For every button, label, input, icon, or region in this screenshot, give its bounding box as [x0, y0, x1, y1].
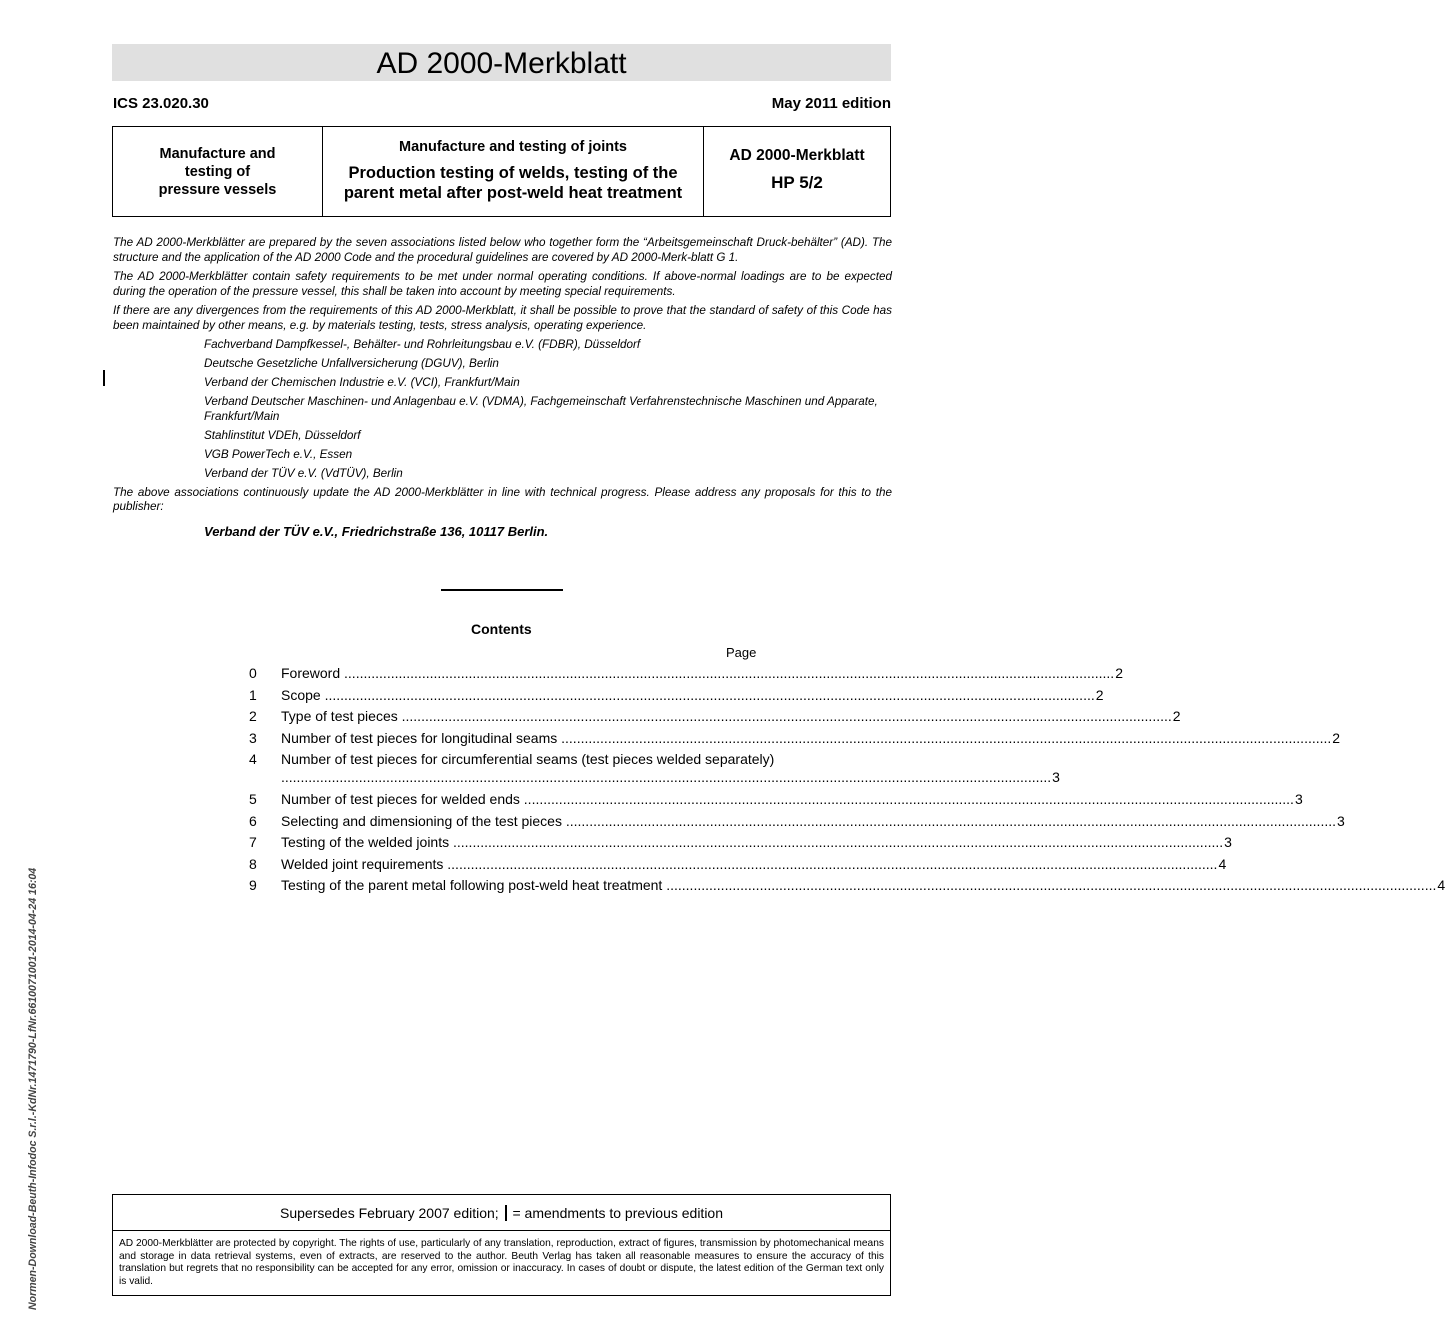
toc-number: 7 [249, 834, 257, 851]
header-right-cell [704, 127, 890, 216]
toc-number: 3 [249, 729, 257, 746]
toc-number: 2 [249, 708, 257, 725]
toc-entry[interactable] [249, 707, 1181, 725]
header-left-cell [113, 127, 323, 216]
footer-box [112, 1194, 891, 1296]
toc-number: 4 [249, 751, 257, 768]
toc-number: 1 [249, 686, 257, 703]
toc-entry[interactable] [249, 833, 1232, 851]
amendment-change-bar [103, 370, 105, 386]
association-item: Stahlinstitut VDEh, Düsseldorf [204, 428, 361, 442]
header-right-series: AD 2000-Merkblatt [729, 147, 865, 164]
publisher-address: Verband der TÜV e.V., Friedrichstraße 136, 10117 Berlin. [204, 523, 549, 539]
intro-paragraph-3: If there are any divergences from the requirements of this AD 2000-Merkblatt, it shall be possible to prove that the standard of safety of this Code has been maintained by other means, e.g. by materials testing, tests, stress analysis, operating experience. [113, 304, 892, 332]
association-list [204, 338, 892, 481]
toc-page: 2 [1095, 686, 1104, 703]
header-center-title: Production testing of welds, testing of the parent metal after post-weld heat treatment [343, 164, 683, 202]
association-item: Deutsche Gesetzliche Unfallversicherung (DGUV), Berlin [204, 357, 499, 370]
toc-page: 3 [1337, 812, 1345, 829]
toc-entry[interactable] [249, 790, 1303, 808]
toc-page: 3 [1052, 769, 1060, 786]
edition-date: May 2011 edition [771, 95, 891, 112]
toc-entry[interactable] [249, 686, 1104, 704]
toc-title: Number of test pieces for longitudinal seams ..... [281, 729, 1331, 747]
amendments-legend: = amendments to previous edition [512, 1205, 723, 1221]
intro-paragraph-4: The above associations continuously update the AD 2000-Merkblätter in line with technical progress. Please address any proposals for this to the publisher: [113, 485, 892, 513]
toc-number: 5 [249, 790, 257, 807]
toc-entry[interactable] [249, 750, 1060, 786]
amendment-bar-icon [505, 1205, 507, 1221]
toc-number: 0 [249, 665, 257, 681]
toc-title: Welded joint requirements ..... [281, 855, 1217, 873]
intro-paragraph-2: The AD 2000-Merkblätter contain safety requirements to be met under normal operating conditions. If above-normal loadings are to be expected during the operation of the pressure vessel, this shall be taken into account by meeting special requirements. [113, 270, 892, 298]
toc-number: 9 [249, 877, 257, 894]
document-title: AD 2000-Merkblatt [112, 44, 891, 81]
ics-code: ICS 23.020.30 [113, 95, 209, 112]
association-item: Verband der Chemischen Industrie e.V. (VCI), Frankfurt/Main [204, 376, 520, 389]
toc-title: Testing of the parent metal following post-weld heat treatment ..... [281, 876, 1436, 894]
header-right-code: HP 5/2 [771, 173, 823, 192]
toc-title: Type of test pieces ..... [281, 707, 1172, 725]
section-divider [441, 589, 563, 591]
header-center-cell [323, 127, 704, 216]
toc-page: 3 [1294, 790, 1303, 807]
toc-number: 6 [249, 812, 257, 829]
intro-section [113, 236, 892, 539]
toc-page: 3 [1224, 834, 1232, 851]
toc-number: 8 [249, 855, 257, 872]
toc-title: Foreword ..... [281, 664, 1114, 682]
toc-page: 2 [1115, 665, 1123, 681]
supersedes-line [113, 1195, 890, 1231]
toc-entry[interactable] [249, 729, 1341, 747]
copyright-notice: AD 2000-Merkblätter are protected by copyright. The rights of use, particularly of any translation, reproduction, extract of figures, transmission by photomechanical means and storage in data retrieval systems, even of extracts, are reserved to the author. Beuth Verlag has taken all reasonable measures to ensure the accuracy of this translation but regrets that no responsibility can be accepted for any error, omission or inaccuracy. In cases of doubt or dispute, the latest edition of the German text only is valid. [119, 1238, 884, 1287]
contents-page-label: Page [726, 645, 757, 660]
toc-title: Number of test pieces for circumferential seams (test pieces welded separately) ..... [281, 750, 1051, 786]
download-watermark: Normen-Download-Beuth-Infodoc S.r.l.-KdNr.1471790-LfNr.6610071001-2014-04-24 16:04 [27, 867, 39, 1310]
toc-title: Selecting and dimensioning of the test pieces ..... [281, 812, 1336, 830]
association-item: VGB PowerTech e.V., Essen [204, 447, 353, 461]
header-left-text: Manufacture and testing of pressure vessels [158, 145, 277, 198]
association-item: Verband der TÜV e.V. (VdTÜV), Berlin [204, 466, 403, 480]
toc-page: 4 [1437, 877, 1445, 894]
toc-page: 4 [1218, 855, 1227, 872]
toc-title: Scope ..... [281, 686, 1095, 704]
toc-entry[interactable] [249, 664, 1123, 682]
toc-page: 2 [1172, 708, 1181, 725]
association-item: Fachverband Dampfkessel-, Behälter- und Rohrleitungsbau e.V. (FDBR), Düsseldorf [204, 338, 641, 351]
toc-entry[interactable] [249, 812, 1345, 830]
toc-entry[interactable] [249, 855, 1227, 873]
intro-paragraph-1: The AD 2000-Merkblätter are prepared by the seven associations listed below who together form the “Arbeitsgemeinschaft Druck-behälter” (AD). The structure and the application of the AD 2000 Code and the procedural guidelines are covered by AD 2000-Merk-blatt G 1. [113, 236, 892, 264]
toc-title: Number of test pieces for welded ends ..... [281, 790, 1294, 808]
association-item: Verband Deutscher Maschinen- und Anlagenbau e.V. (VDMA), Fachgemeinschaft Verfahrenstechnische Maschinen und Apparate, Frankfurt/Main [204, 395, 878, 423]
header-center-subtitle: Manufacture and testing of joints [399, 139, 627, 155]
toc-page: 2 [1332, 729, 1341, 746]
toc-entry[interactable] [249, 876, 1445, 894]
supersedes-text: Supersedes February 2007 edition; [280, 1205, 499, 1221]
table-of-contents [249, 664, 1445, 898]
header-box [112, 126, 891, 217]
contents-title: Contents [471, 621, 532, 637]
toc-title: Testing of the welded joints ..... [281, 833, 1223, 851]
